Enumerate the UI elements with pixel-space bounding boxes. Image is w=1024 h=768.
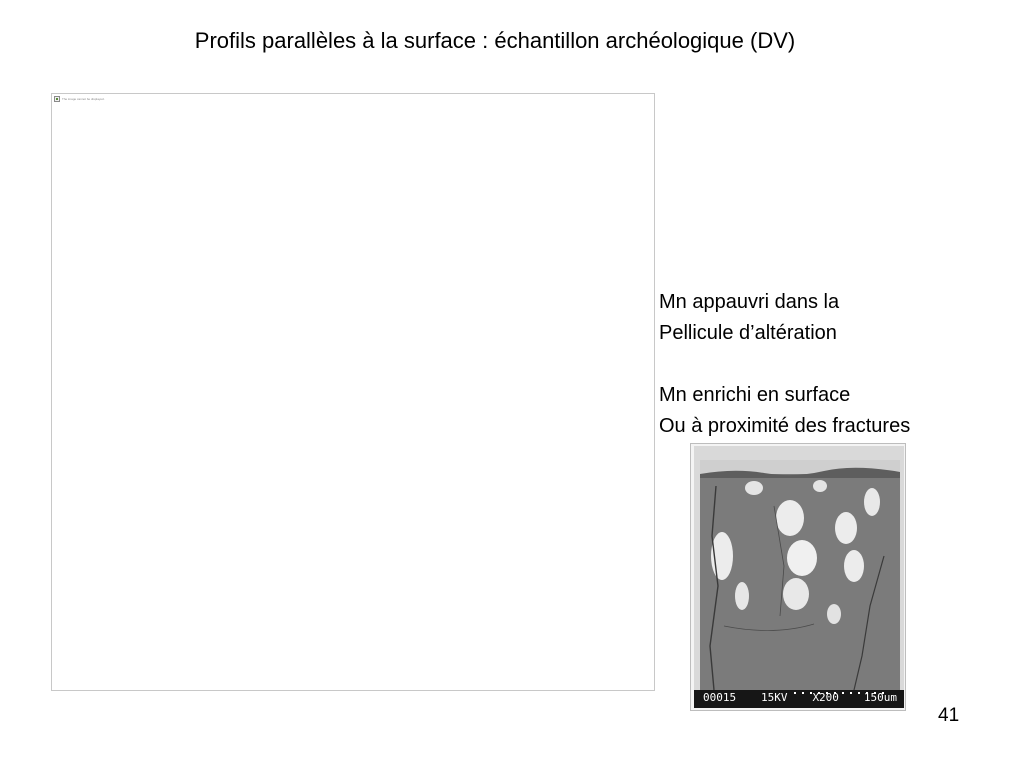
annotation-line: Mn appauvri dans la: [659, 291, 840, 313]
slide-title: Profils parallèles à la surface : échantillon archéologique (DV): [194, 28, 796, 53]
micrograph-scale: 150um: [863, 690, 897, 704]
micrograph-voltage: 15KV: [761, 690, 788, 704]
broken-image-icon: [54, 96, 60, 102]
annotation-text: [659, 287, 999, 442]
micrograph-code: 00015: [703, 690, 737, 704]
sem-micrograph: [690, 443, 906, 711]
broken-image-indicator: [54, 96, 105, 102]
broken-image-text: The image cannot be displayed.: [62, 97, 105, 101]
micrograph-magnification: X200: [812, 690, 839, 704]
micrograph-image: [694, 446, 904, 708]
annotation-line: Pellicule d’altération: [659, 322, 837, 344]
annotation-line: Ou à proximité des fractures: [659, 415, 911, 437]
annotation-line: Mn enrichi en surface: [659, 384, 851, 406]
micrograph-caption: [700, 688, 900, 706]
slide-number: 41: [938, 705, 960, 726]
image-placeholder: [51, 93, 655, 691]
